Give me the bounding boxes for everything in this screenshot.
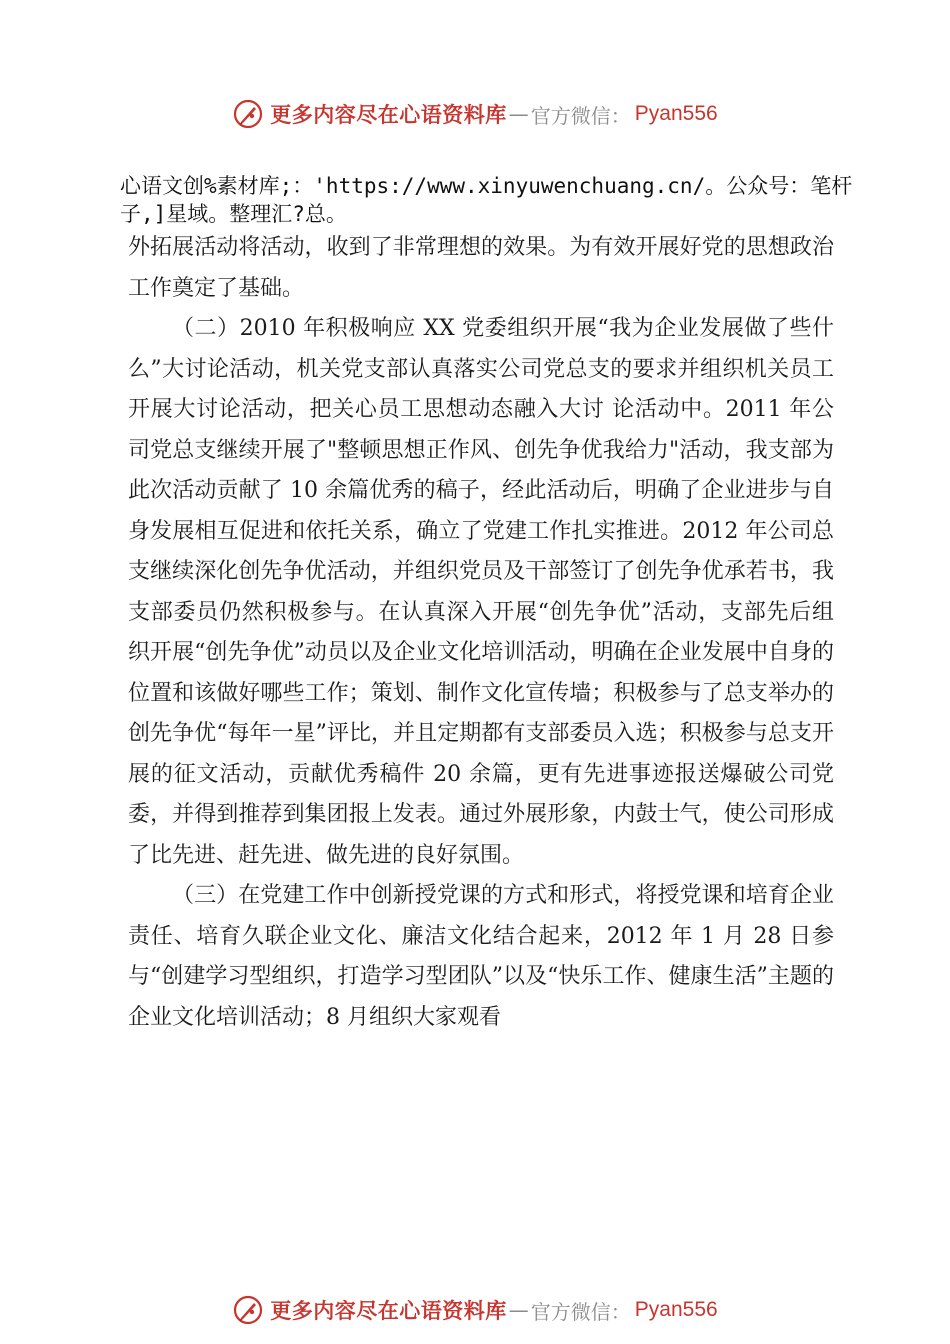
paragraph-2: （二）2010 年积极响应 XX 党委组织开展“我为企业发展做了些什么”大讨论活动，机关党支部认真落实公司党总支的要求并组织机关员工开展大讨论活动，把关心员工思想动态融入大讨 论活动中。2011 年公司党总支继续开展了"整顿思想正作风、创先争优我给力"活动，我支部为此次活动贡献了 10 余篇优秀的稿子，经此活动后，明确了企业进步与自身发展相互促进和依托关系，确立了党建工作扎实推进。2012 年公司总支继续深化创先争优活动，并组织党员及干部签订了创先争优承若书，我支部委员仍然积极参与。在认真深入开展“创先争优”活动，支部先后组 织开展“创先争优”动员以及企业文化培训活动，明确在企业发展中自身的位置和该做好哪些工作；策划、制作文化宣传墙；积极参与了总支举办的创先争优“每年一星”评比，并且定期都有支部委员入选；积极参与总支开展的征文活动，贡献优秀稿件 20 余篇，更有先进事迹报送爆破公司党委，并得到推荐到集团报上发表。通过外展形象，内鼓士气，使公司形成了比先进、赶先进、做先进的良好氛围。 [128,316,834,868]
banner-separator: — [508,1298,529,1322]
source-line: 心语文创%素材库;：'https://www.xinyuwenchuang.cn/。公众号：笔杆子,]星域。整理汇?总。 [120,174,853,226]
promo-text: 更多内容尽在心语资料库 [270,103,507,127]
wechat-label: 官方微信： [530,1299,631,1324]
wechat-id: Pyan556 [634,102,718,125]
wechat-label: 官方微信： [530,103,631,128]
quill-pen-logo-icon [232,1294,264,1326]
document-body [128,228,834,1038]
paragraph-3: （三）在党建工作中创新授党课的方式和形式，将授党课和培育企业责任、培育久联企业文化、廉洁文化结合起来，2012 年 1 月 28 日参与“创建学习型组织，打造学习型团队”以及“快乐工作、健康生活”主题的企业文化培训活动；8 月组织大家观看 [128,883,834,1030]
quill-pen-logo-icon [232,98,264,130]
wechat-id: Pyan556 [634,1298,718,1321]
promo-text: 更多内容尽在心语资料库 [270,1299,507,1323]
paragraph-1: 外拓展活动将活动，收到了非常理想的效果。为有效开展好党的思想政治工作奠定了基础。 [128,235,834,301]
banner-separator: — [508,102,529,126]
footer-banner [0,1288,950,1332]
header-banner [0,92,950,136]
